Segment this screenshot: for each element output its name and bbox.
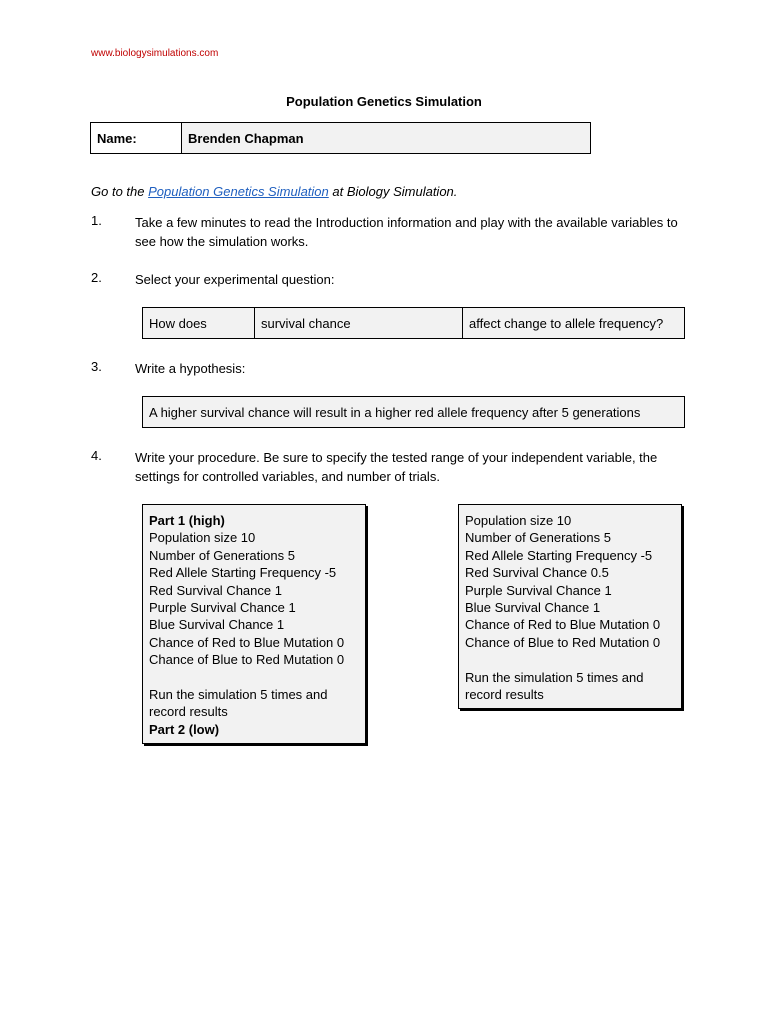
intro-suffix: at Biology Simulation. <box>328 184 458 199</box>
procedure-line: Run the simulation 5 times and <box>465 669 644 685</box>
procedure-box-right[interactable] <box>458 504 682 709</box>
procedure-line: Red Allele Starting Frequency -5 <box>465 547 653 563</box>
procedure-line: Purple Survival Chance 1 <box>149 600 296 616</box>
procedure-line: Population size 10 <box>465 513 572 528</box>
simulation-link[interactable]: Population Genetics Simulation <box>148 184 329 199</box>
step-number: 2. <box>91 270 102 285</box>
intro-prefix: Go to the <box>91 184 149 199</box>
procedure-line: Number of Generations 5 <box>149 547 295 563</box>
procedure-line: Blue Survival Chance 1 <box>149 617 285 633</box>
procedure-line: Purple Survival Chance 1 <box>465 582 612 598</box>
procedure-line: Run the simulation 5 times and <box>149 687 328 703</box>
site-link[interactable]: www.biologysimulations.com <box>91 48 219 59</box>
step-text: Write your procedure. Be sure to specify the tested range of your independent variable, the settings for controlled variables, and number of trials. <box>135 450 658 484</box>
name-label: Name: <box>91 123 182 153</box>
step-text: Take a few minutes to read the Introduction information and play with the available variables to see how the simulation works. <box>135 215 678 249</box>
procedure-line: Number of Generations 5 <box>465 530 611 546</box>
procedure-line: Blue Survival Chance 1 <box>465 600 601 616</box>
question-part-3: affect change to allele frequency? <box>469 315 664 331</box>
question-table <box>142 307 685 339</box>
procedure-blank-line <box>465 651 675 668</box>
procedure-blank-line <box>149 669 359 686</box>
step-text: Select your experimental question: <box>135 272 335 287</box>
procedure-line: Red Allele Starting Frequency -5 <box>149 565 337 581</box>
procedure-line: Part 1 (high) <box>149 513 225 528</box>
procedure-line: Part 2 (low) <box>149 721 220 737</box>
step-text: Write a hypothesis: <box>135 361 246 376</box>
procedure-line: Red Survival Chance 0.5 <box>465 565 609 581</box>
name-table <box>90 122 591 154</box>
procedure-line: Chance of Blue to Red Mutation 0 <box>149 652 345 668</box>
procedure-line: Population size 10 <box>149 530 256 546</box>
procedure-line: Chance of Blue to Red Mutation 0 <box>465 634 661 650</box>
intro-text <box>91 184 457 199</box>
procedure-line: Chance of Red to Blue Mutation 0 <box>149 634 345 650</box>
page-title: Population Genetics Simulation <box>286 94 482 109</box>
question-part-1: How does <box>143 308 255 338</box>
step-number: 3. <box>91 359 102 374</box>
step-number: 4. <box>91 448 102 463</box>
name-value[interactable]: Brenden Chapman <box>188 130 304 146</box>
hypothesis-box[interactable]: A higher survival chance will result in a higher red allele frequency after 5 generations <box>142 396 685 428</box>
procedure-box-left[interactable] <box>142 504 366 744</box>
procedure-line: record results <box>465 687 544 703</box>
question-variable[interactable]: survival chance <box>255 308 463 338</box>
procedure-line: Chance of Red to Blue Mutation 0 <box>465 617 661 633</box>
procedure-line: Red Survival Chance 1 <box>149 582 282 598</box>
procedure-line: record results <box>149 704 228 720</box>
step-number: 1. <box>91 213 102 228</box>
